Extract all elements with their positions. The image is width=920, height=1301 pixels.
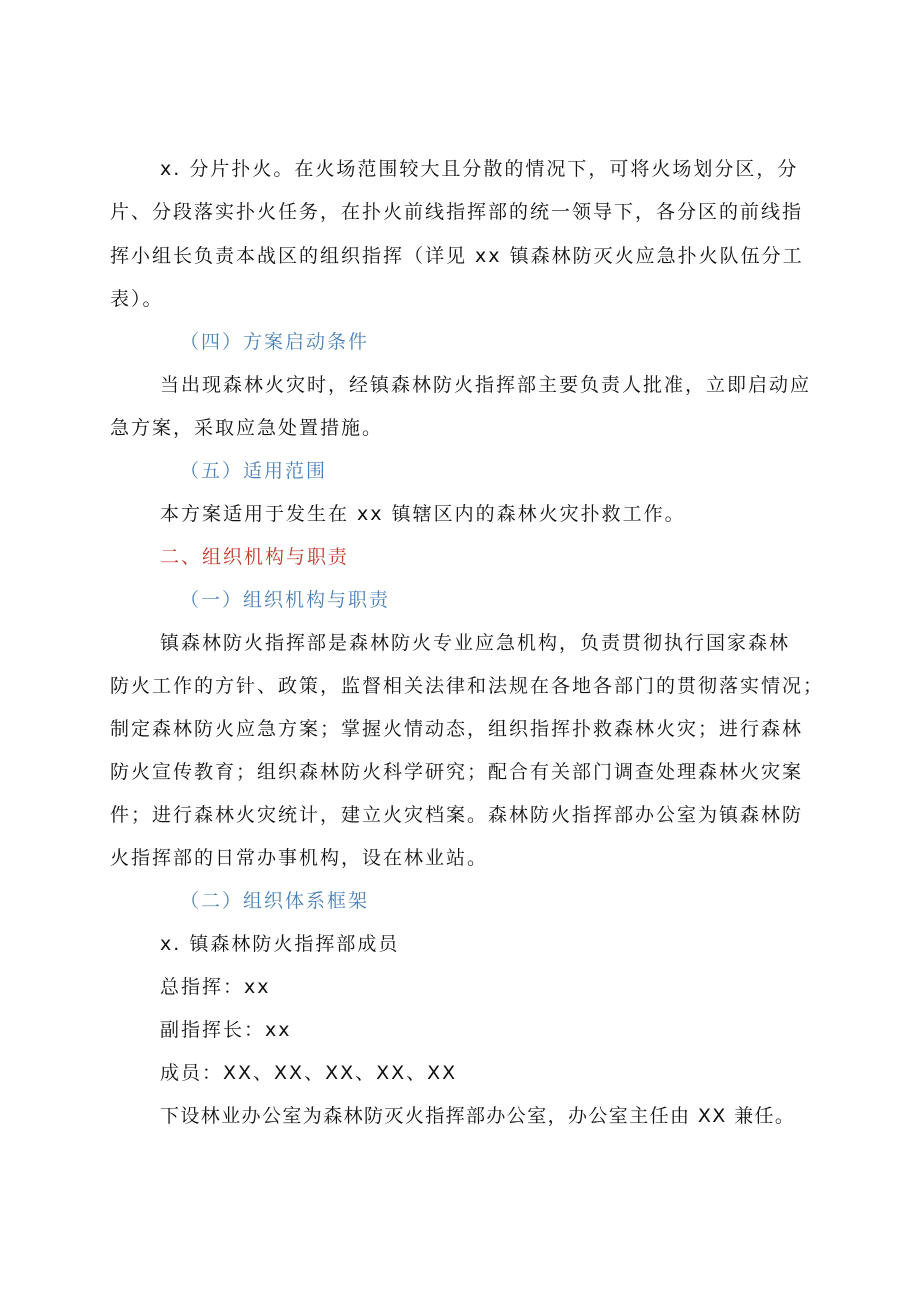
office-line: 下设林业办公室为森林防灭火指挥部办公室，办公室主任由 XX 兼任。 [160, 1105, 796, 1127]
paragraph-line: 制定森林防火应急方案；掌握火情动态，组织指挥扑救森林火灾；进行森林 [110, 718, 804, 740]
paragraph-line: 防火宣传教育；组织森林防火科学研究；配合有关部门调查处理森林火灾案 [110, 761, 804, 783]
members-line: 成员：XX、XX、XX、XX、XX [160, 1062, 458, 1084]
deputy-line: 副指挥长：xx [160, 1019, 292, 1041]
paragraph-line: x. 分片扑火。在火场范围较大且分散的情况下，可将火场划分区，分 [160, 158, 799, 180]
commander-line: 总指挥：xx [160, 976, 271, 998]
chapter-heading: 二、组织机构与职责 [160, 546, 350, 568]
paragraph-line: 镇森林防火指挥部是森林防火专业应急机构，负责贯彻执行国家森林 [160, 632, 791, 654]
paragraph-line: 表）。 [110, 288, 164, 310]
paragraph-line: 件；进行森林火灾统计，建立火灾档案。森林防火指挥部办公室为镇森林防 [110, 804, 804, 826]
section-heading: （一）组织机构与职责 [180, 589, 391, 611]
paragraph-line: 防火工作的方针、政策，监督相关法律和法规在各地各部门的贯彻落实情况； [110, 675, 825, 697]
paragraph-line: 急方案，采取应急处置措施。 [110, 417, 384, 439]
section-heading: （二）组织体系框架 [180, 890, 370, 912]
members-title: x. 镇森林防火指挥部成员 [160, 933, 400, 955]
paragraph-line: 片、分段落实扑火任务，在扑火前线指挥部的统一领导下，各分区的前线指 [110, 201, 804, 223]
paragraph-line: 当出现森林火灾时，经镇森林防火指挥部主要负责人批准，立即启动应 [160, 374, 812, 396]
paragraph-line: 火指挥部的日常办事机构，设在林业站。 [110, 847, 489, 869]
section-heading: （四）方案启动条件 [180, 331, 370, 353]
paragraph-line: 本方案适用于发生在 xx 镇辖区内的森林火灾扑救工作。 [160, 503, 686, 525]
paragraph-line: 挥小组长负责本战区的组织指挥（详见 xx 镇森林防灭火应急扑火队伍分工 [110, 245, 804, 267]
section-heading: （五）适用范围 [180, 460, 328, 482]
